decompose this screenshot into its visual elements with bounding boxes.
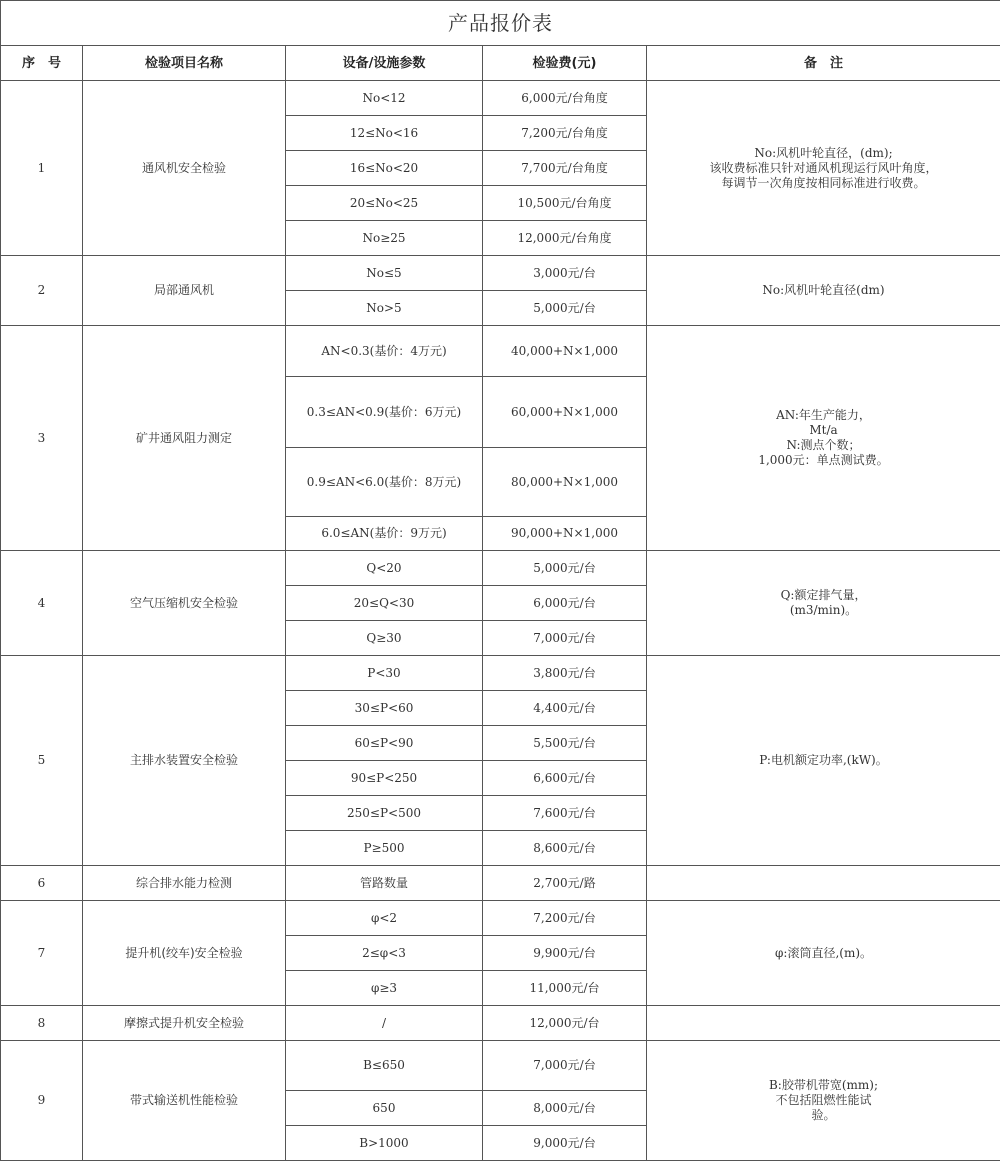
header-fee: 检验费(元) xyxy=(483,46,647,81)
table-row xyxy=(1,256,1000,291)
fee-cell: 4,400元/台 xyxy=(483,691,647,726)
param-cell: φ≥3 xyxy=(286,971,483,1006)
fee-cell: 3,000元/台 xyxy=(483,256,647,291)
table-row xyxy=(1,326,1000,377)
fee-cell: 12,000元/台 xyxy=(483,1006,647,1041)
param-cell: Q≥30 xyxy=(286,621,483,656)
fee-cell: 6,000元/台角度 xyxy=(483,81,647,116)
table-row xyxy=(1,1006,1000,1041)
item-name: 主排水装置安全检验 xyxy=(83,656,286,866)
remark-cell: No:风机叶轮直径(dm) xyxy=(647,256,1000,326)
fee-cell: 9,000元/台 xyxy=(483,1126,647,1161)
param-cell: AN<0.3(基价：4万元) xyxy=(286,326,483,377)
item-name: 带式输送机性能检验 xyxy=(83,1041,286,1161)
remark-cell: φ:滚筒直径,(m)。 xyxy=(647,901,1000,1006)
fee-cell: 5,000元/台 xyxy=(483,551,647,586)
fee-cell: 10,500元/台角度 xyxy=(483,186,647,221)
table-body xyxy=(1,81,1000,1161)
item-name: 提升机(绞车)安全检验 xyxy=(83,901,286,1006)
remark-cell: AN:年生产能力， Mt/a N:测点个数； 1,000元：单点测试费。 xyxy=(647,326,1000,551)
param-cell: 90≤P<250 xyxy=(286,761,483,796)
table-row xyxy=(1,656,1000,691)
row-index: 2 xyxy=(1,256,83,326)
param-cell: 650 xyxy=(286,1091,483,1126)
remark-cell: Q:额定排气量， (m3/min)。 xyxy=(647,551,1000,656)
fee-cell: 7,000元/台 xyxy=(483,621,647,656)
remark-cell xyxy=(647,1006,1000,1041)
item-name: 摩擦式提升机安全检验 xyxy=(83,1006,286,1041)
row-index: 8 xyxy=(1,1006,83,1041)
header-param: 设备/设施参数 xyxy=(286,46,483,81)
fee-cell: 7,200元/台 xyxy=(483,901,647,936)
fee-cell: 7,600元/台 xyxy=(483,796,647,831)
param-cell: No≤5 xyxy=(286,256,483,291)
item-name: 空气压缩机安全检验 xyxy=(83,551,286,656)
fee-cell: 3,800元/台 xyxy=(483,656,647,691)
fee-cell: 5,500元/台 xyxy=(483,726,647,761)
header-remark: 备 注 xyxy=(647,46,1000,81)
param-cell: Q<20 xyxy=(286,551,483,586)
param-cell: No>5 xyxy=(286,291,483,326)
row-index: 6 xyxy=(1,866,83,901)
item-name: 综合排水能力检测 xyxy=(83,866,286,901)
table-row xyxy=(1,81,1000,116)
remark-cell: B:胶带机带宽(mm); 不包括阻燃性能试 验。 xyxy=(647,1041,1000,1161)
remark-cell: No:风机叶轮直径，(dm); 该收费标准只针对通风机现运行风叶角度， 每调节一次角度按相同标准进行收费。 xyxy=(647,81,1000,256)
param-cell: 2≤φ<3 xyxy=(286,936,483,971)
fee-cell: 40,000+N×1,000 xyxy=(483,326,647,377)
fee-cell: 2,700元/路 xyxy=(483,866,647,901)
param-cell: / xyxy=(286,1006,483,1041)
param-cell: B>1000 xyxy=(286,1126,483,1161)
param-cell: 6.0≤AN(基价：9万元) xyxy=(286,517,483,551)
header-item: 检验项目名称 xyxy=(83,46,286,81)
fee-cell: 7,700元/台角度 xyxy=(483,151,647,186)
param-cell: 250≤P<500 xyxy=(286,796,483,831)
fee-cell: 60,000+N×1,000 xyxy=(483,377,647,448)
remark-cell xyxy=(647,866,1000,901)
fee-cell: 11,000元/台 xyxy=(483,971,647,1006)
param-cell: 0.3≤AN<0.9(基价：6万元) xyxy=(286,377,483,448)
table-row xyxy=(1,1041,1000,1091)
item-name: 矿井通风阻力测定 xyxy=(83,326,286,551)
param-cell: 16≤No<20 xyxy=(286,151,483,186)
param-cell: 0.9≤AN<6.0(基价：8万元) xyxy=(286,448,483,517)
row-index: 3 xyxy=(1,326,83,551)
row-index: 9 xyxy=(1,1041,83,1161)
fee-cell: 90,000+N×1,000 xyxy=(483,517,647,551)
table-row xyxy=(1,551,1000,586)
header-index: 序 号 xyxy=(1,46,83,81)
param-cell: φ<2 xyxy=(286,901,483,936)
fee-cell: 6,000元/台 xyxy=(483,586,647,621)
fee-cell: 8,000元/台 xyxy=(483,1091,647,1126)
fee-cell: 7,200元/台角度 xyxy=(483,116,647,151)
param-cell: 30≤P<60 xyxy=(286,691,483,726)
param-cell: 20≤No<25 xyxy=(286,186,483,221)
param-cell: 12≤No<16 xyxy=(286,116,483,151)
table-row xyxy=(1,901,1000,936)
param-cell: P<30 xyxy=(286,656,483,691)
header-row xyxy=(1,46,1000,81)
param-cell: P≥500 xyxy=(286,831,483,866)
item-name: 局部通风机 xyxy=(83,256,286,326)
fee-cell: 8,600元/台 xyxy=(483,831,647,866)
row-index: 4 xyxy=(1,551,83,656)
remark-cell: P:电机额定功率,(kW)。 xyxy=(647,656,1000,866)
row-index: 5 xyxy=(1,656,83,866)
param-cell: B≤650 xyxy=(286,1041,483,1091)
item-name: 通风机安全检验 xyxy=(83,81,286,256)
fee-cell: 5,000元/台 xyxy=(483,291,647,326)
fee-cell: 9,900元/台 xyxy=(483,936,647,971)
fee-cell: 6,600元/台 xyxy=(483,761,647,796)
table-title: 产品报价表 xyxy=(1,1,1000,46)
row-index: 7 xyxy=(1,901,83,1006)
param-cell: 60≤P<90 xyxy=(286,726,483,761)
fee-cell: 7,000元/台 xyxy=(483,1041,647,1091)
title-row xyxy=(1,1,1000,46)
row-index: 1 xyxy=(1,81,83,256)
param-cell: No≥25 xyxy=(286,221,483,256)
param-cell: 管路数量 xyxy=(286,866,483,901)
param-cell: 20≤Q<30 xyxy=(286,586,483,621)
fee-cell: 12,000元/台角度 xyxy=(483,221,647,256)
param-cell: No<12 xyxy=(286,81,483,116)
table-row xyxy=(1,866,1000,901)
fee-cell: 80,000+N×1,000 xyxy=(483,448,647,517)
